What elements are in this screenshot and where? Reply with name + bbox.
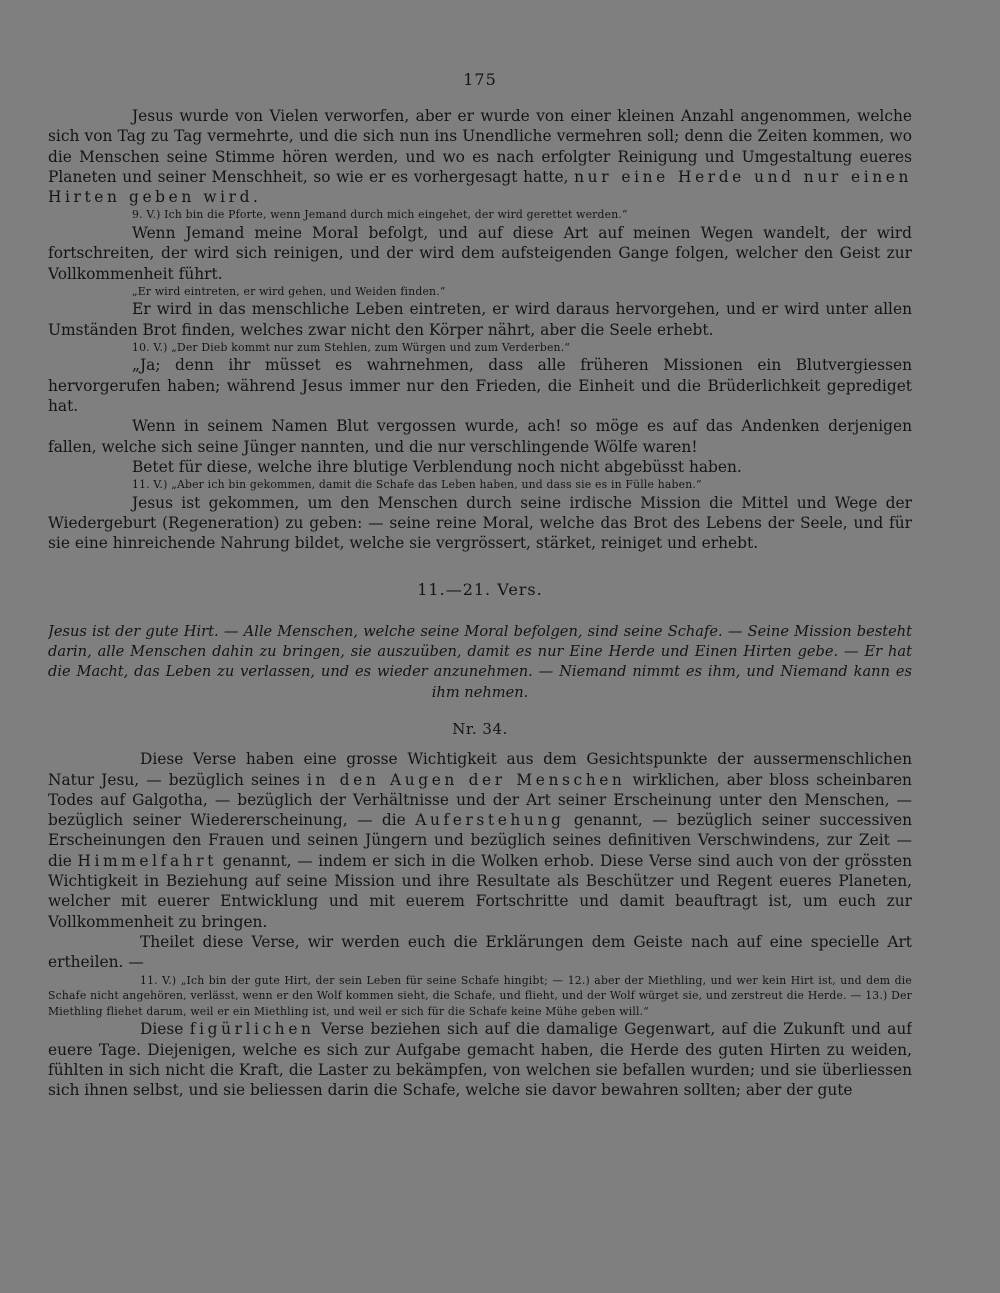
spaced-word-resurrection: Auferstehung <box>415 811 565 830</box>
section-title: 11.—21. Vers. <box>417 579 543 599</box>
paragraph-moral: Wenn Jemand meine Moral befolgt, und auf diese Art auf meinen Wegen wandelt, der wird fortschreiten, der wird sich reinigen, und der wird dem aufsteigenden Gange folgen, welcher den Geist zur Vollkommenheit führt. <box>48 223 912 283</box>
section-summary: Jesus ist der gute Hirt. — Alle Menschen, welche seine Moral befolgen, sind seine Schafe. — Seine Mission besteht darin, alle Menschen dahin zu bringen, sie auszuüben, damit es nur Eine Herde und Einen Hirten gebe. — Er hat die Macht, das Leben zu verlassen, und es wieder anzunehmen. — Niemand nimmt es ihm, und Niemand kann es ihm nehmen. <box>48 622 912 701</box>
paragraph-importance-d: genannt, — indem er sich in die Wolken erhob. Diese Verse sind auch von der grössten Wichtigkeit in Beziehung auf seine Mission und ihre Resultate als Beschützer und Regent eueres Planeten, welcher mit euerer Entwicklung und mit euerem Fortschritte und damit beauftragt ist, um euch zur Vollkommenheit zu bringen. <box>48 851 912 931</box>
paragraph-life: Er wird in das menschliche Leben eintreten, er wird daraus hervorgehen, und er wird unter allen Umständen Brot finden, welches zwar nicht den Körper nährt, aber die Seele erhebt. <box>48 300 912 339</box>
paragraph-regeneration: Jesus ist gekommen, um den Menschen durch seine irdische Mission die Mittel und Wege der Wiedergeburt (Regeneration) zu geben: — seine reine Moral, welche das Brot des Lebens der Seele, und für sie eine hinreichende Nahrung bildet, welche sie vergrössert, stärket, reiniget und erhebt. <box>48 493 912 553</box>
paragraph-intro-text: Jesus wurde von Vielen verworfen, aber er wurde von einer kleinen Anzahl angenommen, welche sich von Tag zu Tag vermehrte, und die sich nun ins Unendliche vermehren soll; denn die Zeiten kommen, wo die Menschen seine Stimme hören werden, und wo es nach erfolgter Reinigung und Umgestaltung eueres Planeten und seiner Menschheit, so wie er es vorhergesagt hatte, <box>48 107 912 186</box>
paragraph-figurative <box>48 1019 912 1100</box>
document-page <box>48 70 912 1285</box>
spaced-phrase-eyes: in den Augen der Menschen <box>306 770 626 789</box>
paragraph-missions: „Ja; denn ihr müsset es wahrnehmen, dass alle früheren Missionen ein Blutvergiessen hervorgerufen haben; während Jesus immer nur den Frieden, die Einheit und die Brüderlichkeit geprediget hat. <box>48 356 912 416</box>
paragraph-figurative-b: Verse beziehen sich auf die damalige Gegenwart, auf die Zukunft und auf euere Tage. Diejenigen, welche es sich zur Aufgabe gemacht haben, die Herde des guten Hirten zu weiden, fühlten in sich nicht die Kraft, die Laster zu bekämpfen, von welchen sie befallen wurden; und sie überliessen sich ihnen selbst, und sie beliessen darin die Schafe, welche sie davor bewahren sollten; aber der gute <box>48 1020 912 1100</box>
paragraph-intro <box>48 106 912 207</box>
page-number: 175 <box>463 70 497 89</box>
paragraph-importance-c: genannt, — bezüglich seiner successiven Erscheinungen den Frauen und seinen Jüngern und bezüglich seines definitiven Verschwindens, zur Zeit — die <box>48 811 912 870</box>
paragraph-intro-spaced: nur eine Herde und nur einen Hirten geben wird. <box>48 167 912 207</box>
verse-quote-9: 9. V.) Ich bin die Pforte, wenn Jemand durch mich eingehet, der wird gerettet werden.“ <box>132 208 628 222</box>
paragraph-figurative-a: Diese <box>140 1020 184 1039</box>
spaced-word-ascension: Himmelfahrt <box>77 851 217 870</box>
paragraph-importance-a: Diese Verse haben eine grosse Wichtigkeit aus dem Gesichtspunkte der aussermenschlichen Natur Jesu, — bezüglich seines <box>48 750 912 789</box>
verse-quote-9b: „Er wird eintreten, er wird gehen, und Weiden finden.“ <box>132 284 446 298</box>
verse-quote-10: 10. V.) „Der Dieb kommt nur zum Stehlen, zum Würgen und zum Verderben.“ <box>132 340 571 354</box>
paragraph-pray: Betet für diese, welche ihre blutige Verblendung noch nicht abgebüsst haben. <box>132 457 742 476</box>
paragraph-importance <box>48 749 912 932</box>
verse-quote-11-13: 11. V.) „Ich bin der gute Hirt, der sein Leben für seine Schafe hingibt; — 12.) aber der Miethling, und wer kein Hirt ist, und dem die Schafe nicht angehören, verlässt, wenn er den Wolf kommen sieht, die Schafe, und flieht, und der Wolf würget sie, und zerstreut die Herde. — 13.) Der Miethling fliehet darum, weil er ein Miethling ist, und weil er sich für die Schafe keine Mühe geben will.“ <box>48 973 912 1018</box>
paragraph-blood: Wenn in seinem Namen Blut vergossen wurde, ach! so möge es auf das Andenken derjenigen fallen, welche sich seine Jünger nannten, und die nur verschlingende Wölfe waren! <box>48 417 912 456</box>
paragraph-importance-b: wirklichen, aber bloss scheinbaren Todes auf Galgotha, — bezüglich der Verhältnisse und der Art seiner Erscheinung unter den Menschen, — bezüglich seiner Wiedererscheinung, — die <box>48 770 912 830</box>
spaced-word-figurative: figürlichen <box>189 1020 315 1039</box>
section-number: Nr. 34. <box>452 720 508 739</box>
verse-quote-11: 11. V.) „Aber ich bin gekommen, damit die Schafe das Leben haben, und dass sie es in Fülle haben.“ <box>132 478 702 492</box>
paragraph-divide: Theilet diese Verse, wir werden euch die Erklärungen dem Geiste nach auf eine specielle Art ertheilen. — <box>48 932 912 972</box>
